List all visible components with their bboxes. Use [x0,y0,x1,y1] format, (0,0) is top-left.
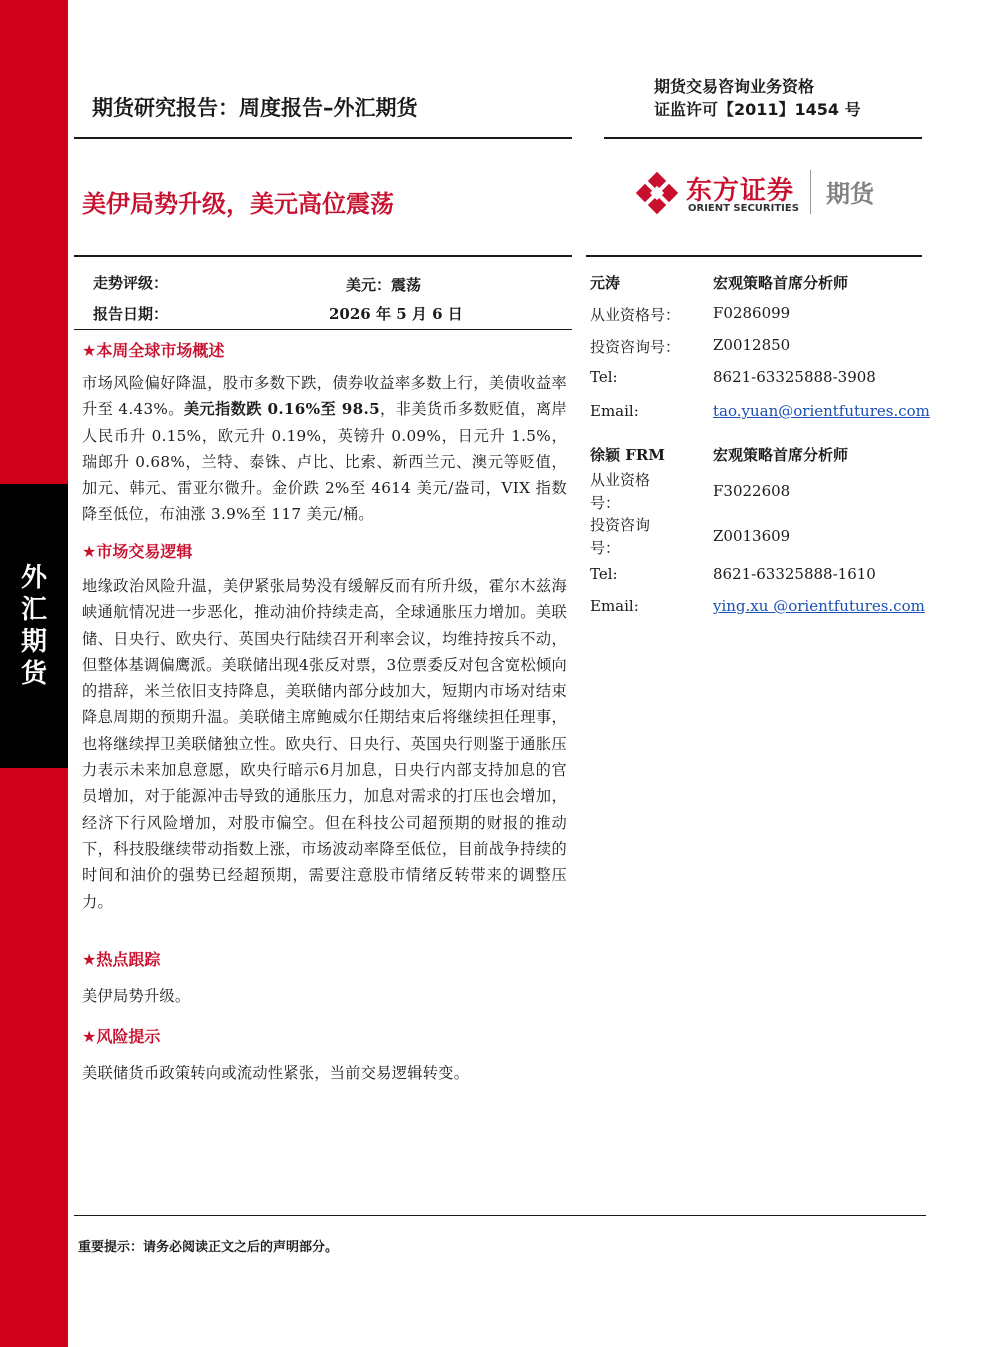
date-label: 报告日期： [93,305,169,323]
meta-rule [74,329,572,330]
analyst-2-email-link[interactable]: ying.xu @orientfutures.com [713,597,925,615]
overview-text-highlight: 美元指数跌 0.16%至 98.5 [183,400,380,419]
section-heading-overview: ★本周全球市场概述 [82,341,225,360]
analyst-1-cert: F0286099 [713,304,791,322]
section-heading-risk: ★风险提示 [82,1027,161,1046]
logo-name-en: ORIENT SECURITIES [688,203,799,214]
analyst-1-consult: Z0012850 [713,336,791,354]
analyst-2-cert-label: 从业资格号： [590,471,651,512]
overview-text-pre: 市场风险偏好降温，股市多数下跌，债券收益率多数上行，美债收益率升至 4.43%。 [82,374,567,419]
report-type-heading: 期货研究报告：周度报告–外汇期货 [92,96,418,120]
logic-paragraph: 地缘政治风险升温，美伊紧张局势没有缓解反而有所升级，霍尔木兹海峡通航情况进一步恶化，推动油价持续走高，全球通胀压力增加。美联储、日央行、欧央行、英国央行陆续召开利率会议，均维持按兵不动，但整体基调偏鹰派。美联储出现4张反对票，3位票委反对包含宽松倾向的措辞，米兰依旧支持降息，美联储内部分歧加大，短期内市场对结束降息周期的预期升温。美联储主席鲍威尔任期结束后将继续担任理事，也将继续捍卫美联储独立性。欧央行、日央行、英国央行则鉴于通胀压力表示未来加息意愿，欧央行暗示6月加息，日央行内部支持加息的官员增加，对于能源冲击导致的通胀压力，加息对需求的打压也会增加，经济下行风险增加，对股市偏空。但在科技公司超预期的财报的推动下，科技股继续带动指数上涨，市场波动率降至低位，目前战争持续的时间和油价的强势已经超预期，需要注意股市情绪反转带来的调整压力。 [82,577,567,911]
analyst-1-title: 宏观策略首席分析师 [713,274,849,292]
rating-value: 美元：震荡 [346,276,422,294]
analyst-1-email-link[interactable]: tao.yuan@orientfutures.com [713,402,930,420]
logo-subtitle: 期货 [826,180,874,208]
header-rule-left [74,137,572,139]
overview-text-post: ，非美货币多数贬值，离岸人民币升 0.15%，欧元升 0.19%，英镑升 0.09%，日元升 1.5%，瑞郎升 0.68%，兰特、泰铢、卢比、比索、新西兰元、澳元等贬值，加元、韩元、雷亚尔微升。金价跌 2%至 4614 美元/盎司，VIX 指数降至低位，布油涨 3.9%至 117 美元/桶。 [82,400,567,524]
title-rule-left [74,255,572,257]
logo-divider [810,170,811,214]
section-heading-hotspot: ★热点跟踪 [82,950,161,969]
analyst-2-tel-label: Tel: [590,565,618,583]
license-text: 证监许可【2011】1454 号 [654,100,861,119]
analyst-1-tel-label: Tel: [590,368,618,386]
analyst-2-consult: Z0013609 [713,527,791,545]
analyst-1-consult-label: 投资咨询号： [590,338,681,356]
orient-logo-icon [634,170,680,216]
risk-paragraph: 美联储货币政策转向或流动性紧张，当前交易逻辑转变。 [82,1064,470,1082]
header-rule-right [604,137,922,139]
analyst-2-consult-label: 投资咨询号： [590,516,651,557]
date-value: 2026 年 5 月 6 日 [329,305,463,323]
analyst-2-name: 徐颖 FRM [590,446,665,464]
analyst-1-name: 元涛 [590,274,621,292]
report-title: 美伊局势升级，美元高位震荡 [82,190,394,218]
analyst-2-title: 宏观策略首席分析师 [713,446,849,464]
analyst-1-tel: 8621-63325888-3908 [713,368,876,386]
analyst-1-email-label: Email: [590,402,639,420]
analyst-2-email-label: Email: [590,597,639,615]
rating-label: 走势评级： [93,274,169,292]
analyst-1-cert-label: 从业资格号： [590,306,681,324]
analyst-2-cert: F3022608 [713,482,791,500]
overview-paragraph [82,370,567,528]
section-heading-logic: ★市场交易逻辑 [82,542,193,561]
category-side-tab [0,484,68,768]
qualification-text: 期货交易咨询业务资格 [654,77,815,96]
title-rule-right [586,255,922,257]
hotspot-paragraph: 美伊局势升级。 [82,987,191,1005]
category-side-tab-label: 外汇期货 [20,563,47,689]
footer-notice: 重要提示：请务必阅读正文之后的声明部分。 [78,1240,339,1255]
analyst-2-tel: 8621-63325888-1610 [713,565,876,583]
footer-rule [74,1215,926,1216]
logo-name-cn: 东方证券 [686,176,795,206]
